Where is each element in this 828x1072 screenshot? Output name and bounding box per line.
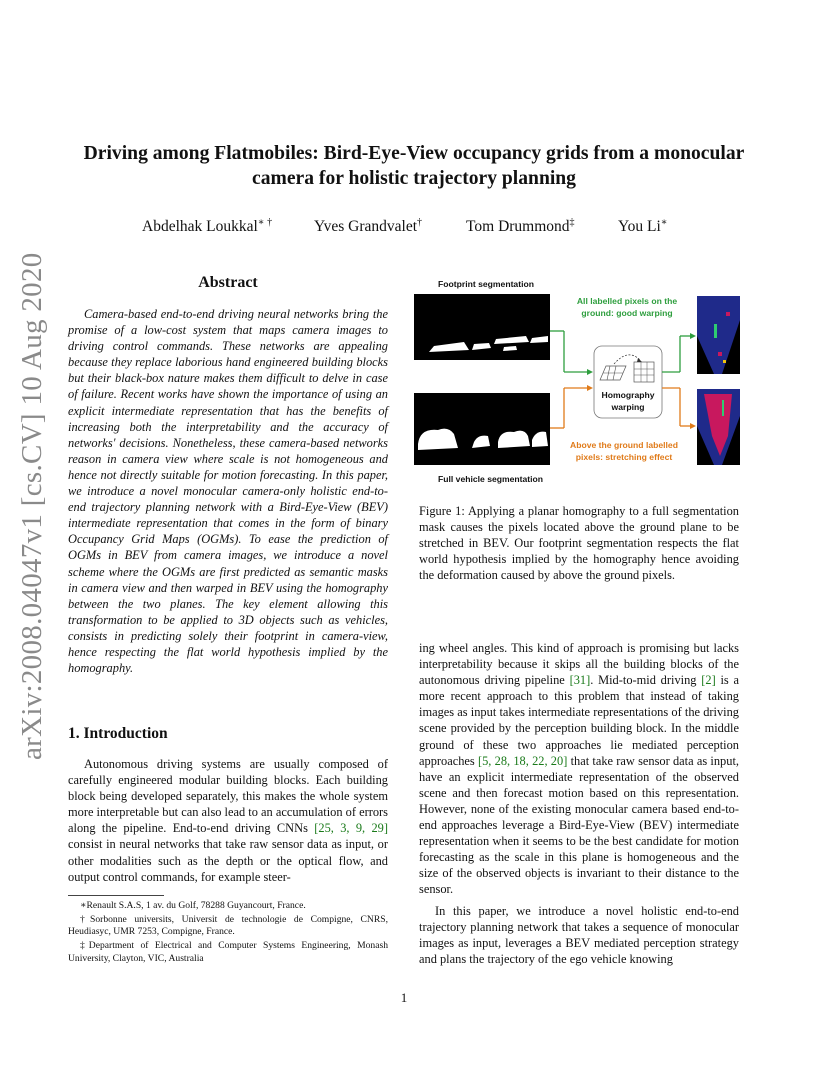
figure-caption: Figure 1: Applying a planar homography to a full segmentation mask causes the pixels located above the ground plane to be stretched in BEV. Our footprint segmentation respects the flat world hypothesis implied by the homography hence avoiding the deformation caused by above the ground pixels. — [419, 504, 739, 583]
figure-label-good-2: ground: good warping — [581, 308, 673, 318]
citation-link[interactable]: [25, 3, 9, 29] — [314, 821, 388, 836]
arxiv-identifier: arXiv:2008.04047v1 [cs.CV] 10 Aug 2020 — [16, 252, 48, 760]
figure-label-footprint: Footprint segmentation — [438, 279, 534, 289]
figure-label-bad-1: Above the ground labelled — [570, 440, 678, 450]
footnote-3: ‡Department of Electrical and Computer Systems Engineering, Monash University, Clayton, VIC, Australia — [68, 940, 388, 964]
author-list — [110, 217, 710, 241]
abstract-heading: Abstract — [198, 274, 258, 291]
figure-label-good-1: All labelled pixels on the — [576, 296, 678, 306]
figure-label-warping: warping — [611, 402, 645, 412]
figure-1 — [414, 276, 744, 488]
page-number: 1 — [400, 990, 408, 1005]
full-vehicle-mask — [414, 393, 550, 465]
citation-link[interactable]: [5, 28, 18, 22, 20] — [477, 753, 568, 768]
footnote-1: ∗Renault S.A.S, 1 av. du Golf, 78288 Guyancourt, France. — [80, 900, 306, 911]
citation-link[interactable]: [31] — [569, 673, 591, 688]
abstract-text: Camera-based end-to-end driving neural networks bring the promise of a low-cost system that maps camera images to driving control commands. These networks are appealing because they replace laborious hand engineered building blocks but their black-box nature makes them difficult to delve in case of failure. Recent works have shown the importance of using an explicit intermediate representation that has the benefits of increasing both the interpretability and the accuracy of networks' decisions. Nonetheless, these camera-based networks reason in camera view where scale is not homogeneous and hence not directly suitable for motion forecasting. In this paper, we introduce a novel monocular camera-only holistic end-to-end trajectory planning network with a Bird-Eye-View (BEV) intermediate representation that comes in the form of binary Occupancy Grid Maps (OGMs). To ease the prediction of OGMs in BEV from camera images, we introduce a novel scheme where the OGMs are first predicted as semantic masks in camera view and then warped in BEV using the homography between the two planes. The key element allowing this transformation to be applied to 3D objects such as vehicles, consists in predicting solely their footprint in camera-view, hence respecting the flat world hypothesis implied by the homography. — [68, 307, 388, 676]
author-1: Abdelhak Loukkal∗ † — [142, 217, 273, 236]
figure-label-homography: Homography — [601, 390, 655, 400]
footnote-rule — [68, 895, 164, 896]
arrowhead-green — [587, 369, 593, 375]
right-column-paragraph-2: In this paper, we introduce a novel holistic end-to-end trajectory planning network that takes a sequence of monocular images as input, leverages a BEV mediated perception strategy and plans the trajectory of the ego vehicle knowing — [419, 904, 739, 967]
citation-link[interactable]: [2] — [701, 673, 716, 688]
author-3: Tom Drummond‡ — [466, 217, 575, 236]
right-column-paragraph-1: ing wheel angles. This kind of approach is promising but lacks interpretability because it skips all the building blocks of the autonomous driving pipeline [31]. Mid-to-mid driving [2] is a more recent approach to this problem that instead of taking images as input takes intermediate representations of the driving scene provided by the perception building block. In the middle ground of these two approaches lie mediated perception approaches [5, 28, 18, 22, 20] that take raw sensor data as input, have an explicit intermediate representation of the observed scene and then forecast motion based on this representation. However, none of the existing monocular camera based end-to-end approaches leverage a Bird-Eye-View (BEV) intermediate representation when it seems to be the best candidate for motion forecasting as the scale in this plane is homogeneous and the size of the observed objects is invariant to their distance to the sensor. — [419, 641, 739, 897]
arrowhead-orange — [587, 385, 593, 391]
footnotes — [68, 900, 388, 967]
intro-paragraph: Autonomous driving systems are usually composed of carefully engineered modular building blocks. Each building block being developed separately, this makes the whole system more interpretable but can also lead to an accumulation of errors along the pipeline. End-to-end driving CNNs [25, 3, 9, 29] consist in neural networks that take raw sensor data as input, or other modalities such as the depth or the optical flow, and output control commands, for example steer- — [68, 757, 388, 884]
author-4: You Li∗ — [618, 217, 668, 236]
paper-title: Driving among Flatmobiles: Bird-Eye-View occupancy grids from a monocular camera for holistic trajectory planning — [83, 143, 745, 189]
author-2: Yves Grandvalet† — [314, 217, 423, 236]
figure-label-full-vehicle: Full vehicle segmentation — [438, 474, 544, 484]
section-heading-introduction: 1. Introduction — [68, 725, 168, 742]
footnote-2: †Sorbonne universits, Universit de technologie de Compigne, CNRS, Heudiasyc, UMR 7253, Compigne, France. — [68, 913, 388, 938]
figure-label-bad-2: pixels: stretching effect — [575, 452, 673, 462]
